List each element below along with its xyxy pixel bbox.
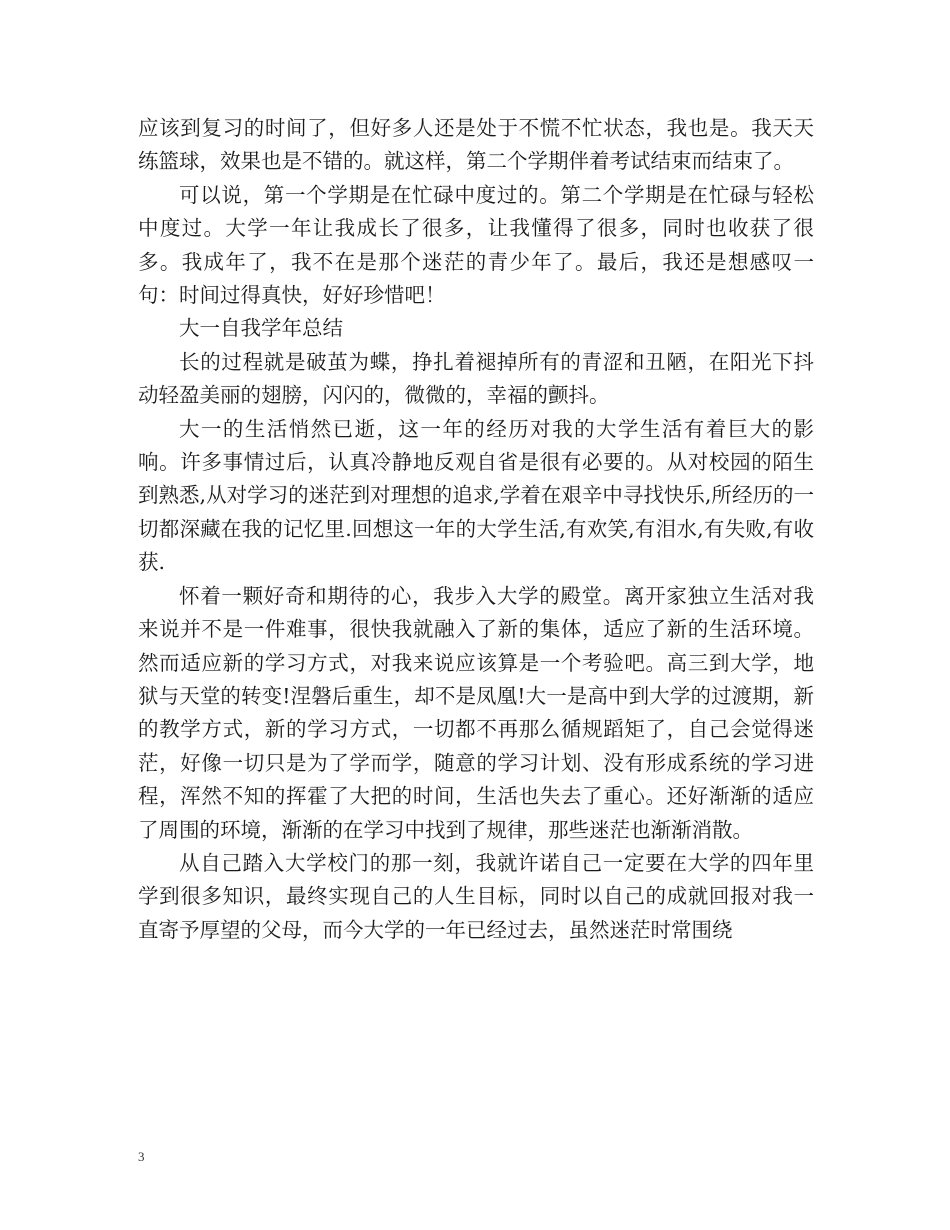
paragraph: 可以说，第一个学期是在忙碌中度过的。第二个学期是在忙碌与轻松中度过。大学一年让我成长了很多，让我懂得了很多，同时也收获了很多。我成年了，我不在是那个迷茫的青少年了。最后，我还是想感叹一句：时间过得真快，好好珍惜吧！ [138, 182, 814, 308]
paragraph: 应该到复习的时间了，但好多人还是处于不慌不忙状态，我也是。我天天练篮球，效果也是不错的。就这样，第二个学期伴着考试结束而结束了。 [138, 116, 814, 174]
paragraph: 长的过程就是破茧为蝶，挣扎着褪掉所有的青涩和丑陋，在阳光下抖动轻盈美丽的翅膀，闪闪的，微微的，幸福的颤抖。 [138, 349, 814, 408]
section-heading: 大一自我学年总结 [179, 316, 343, 341]
paragraph: 从自己踏入大学校门的那一刻，我就许诺自己一定要在大学的四年里学到很多知识，最终实现自己的人生目标，同时以自己的成就回报对我一直寄予厚望的父母，而今大学的一年已经过去，虽然迷茫时常围绕 [138, 850, 814, 942]
page-number: 3 [138, 1149, 145, 1164]
paragraph: 大一的生活悄然已逝，这一年的经历对我的大学生活有着巨大的影响。许多事情过后，认真冷静地反观自省是很有必要的。从对校园的陌生到熟悉,从对学习的迷茫到对理想的追求,学着在艰辛中寻找快乐,所经历的一切都深藏在我的记忆里.回想这一年的大学生活,有欢笑,有泪水,有失败,有收获. [138, 416, 814, 575]
body-text [138, 112, 814, 947]
paragraph: 怀着一颗好奇和期待的心，我步入大学的殿堂。离开家独立生活对我来说并不是一件难事，很快我就融入了新的集体，适应了新的生活环境。然而适应新的学习方式，对我来说应该算是一个考验吧。高三到大学，地狱与天堂的转变!涅磐后重生，却不是凤凰!大一是高中到大学的过渡期，新的教学方式，新的学习方式，一切都不再那么循规蹈矩了，自己会觉得迷茫，好像一切只是为了学而学，随意的学习计划、没有形成系统的学习进程，浑然不知的挥霍了大把的时间，生活也失去了重心。还好渐渐的适应了周围的环境，渐渐的在学习中找到了规律，那些迷茫也渐渐消散。 [138, 583, 814, 842]
